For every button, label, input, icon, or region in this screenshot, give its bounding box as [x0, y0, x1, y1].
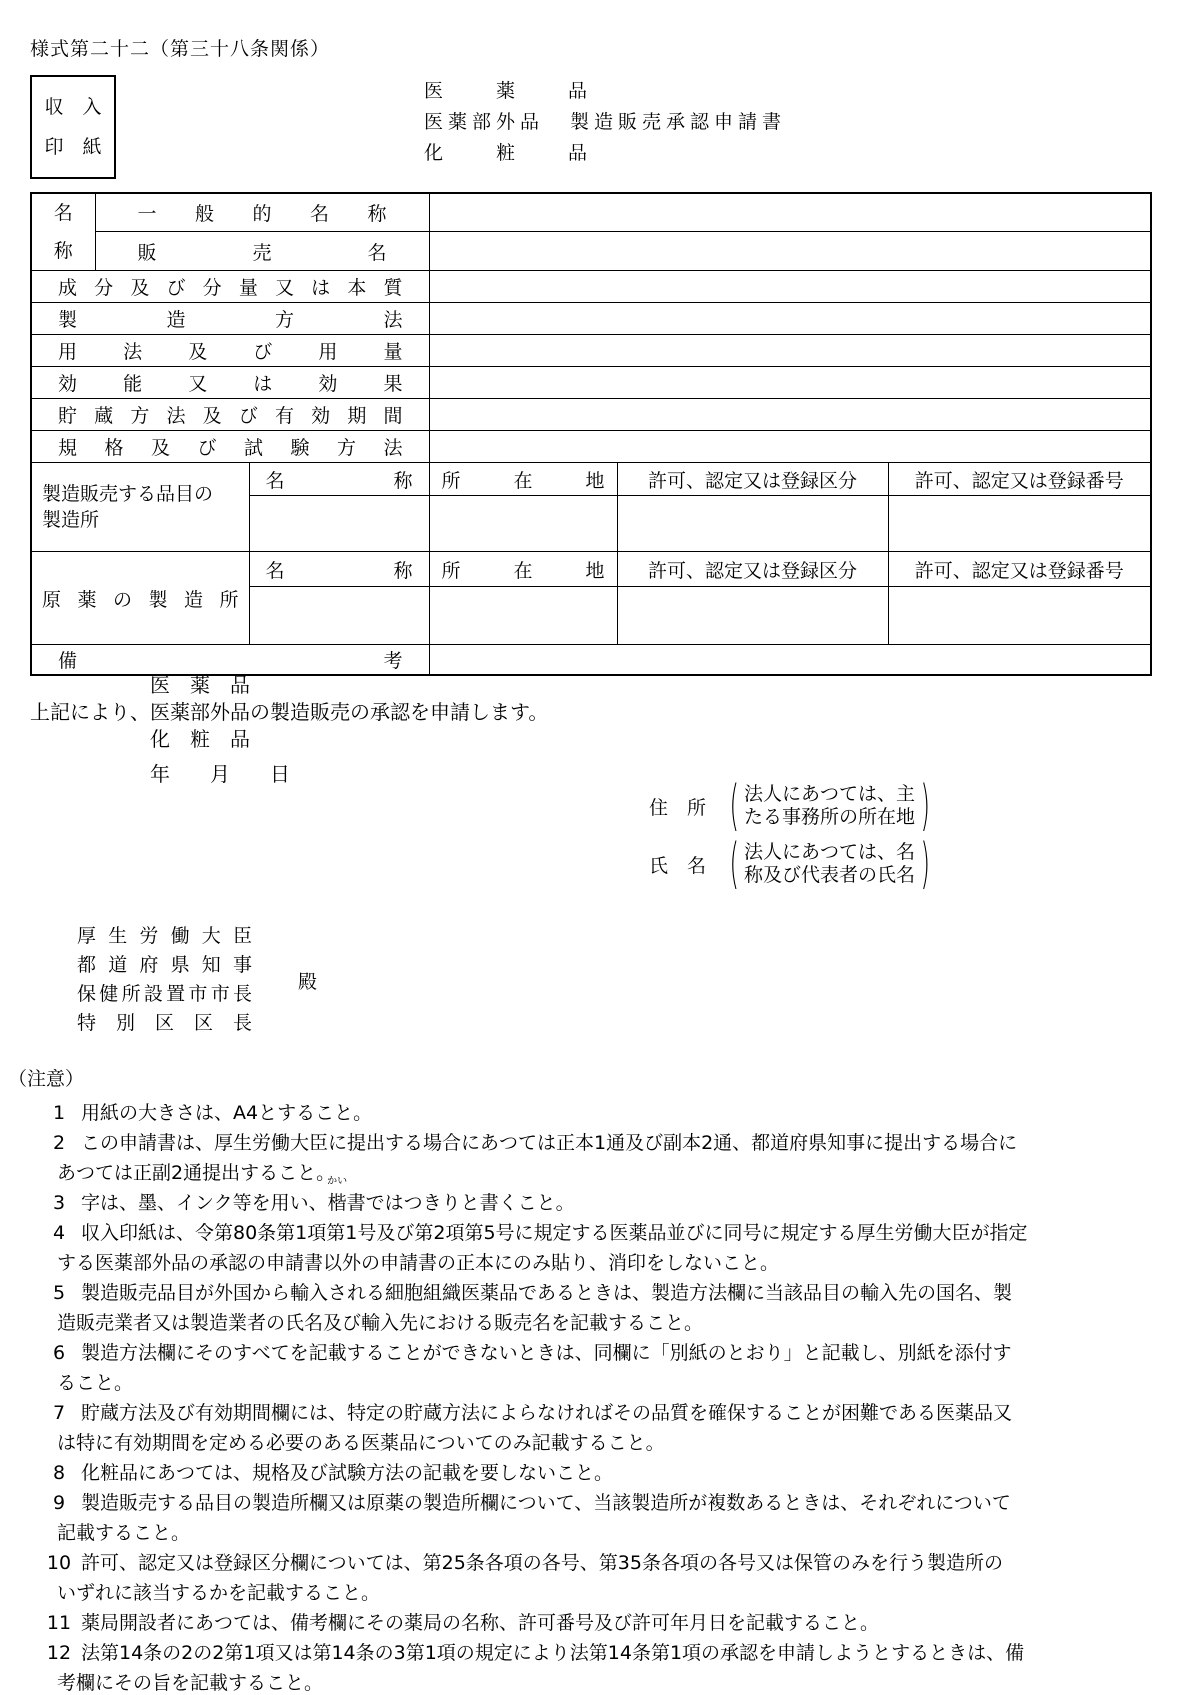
table-label-efficacy: 効能又は効果 — [31, 367, 429, 399]
note-text: 許可、認定又は登録区分欄については、第25条各項の各号、第35条各項の各号又は保管のみを行う製造所の — [81, 1552, 1003, 1574]
note-continuation-line — [37, 1428, 1177, 1458]
note-number: 4 — [52, 1222, 66, 1244]
name-note: 法人にあつては、名 称及び代表者の氏名 — [744, 841, 916, 886]
note-item — [37, 1398, 1177, 1428]
product-type-quasi-drug: 医薬部外品 — [424, 111, 545, 133]
table-label-manufacturing-method: 製造方法 — [31, 303, 429, 335]
open-paren: ( — [729, 832, 740, 895]
note-item — [37, 1338, 1177, 1368]
note-number: 7 — [52, 1402, 66, 1424]
table-label-general-name: 一般的名称 — [95, 193, 429, 232]
note-text: いずれに該当するかを記載すること。 — [57, 1582, 381, 1604]
address-label: 住 所 — [649, 796, 707, 819]
statement-line: 上記により、医薬部外品の製造販売の承認を申請します。 — [30, 700, 549, 724]
ruby-base: 楷 かい — [327, 1176, 348, 1214]
close-paren: ) — [920, 832, 931, 895]
table-label-api-site: 原薬の製造所 — [31, 552, 249, 645]
revenue-stamp-line-1: 収 入 — [44, 96, 102, 118]
note-number: 9 — [52, 1492, 66, 1514]
api-site-col-address: 所在地 — [429, 552, 617, 587]
statement-product-cosmetic: 化 粧 品 — [150, 727, 250, 751]
addressee-titles — [77, 922, 252, 1038]
note-continuation-line — [37, 1158, 1177, 1188]
address-note: 法人にあつては、主 たる事務所の所在地 — [744, 783, 916, 828]
dosage-value-cell — [429, 335, 1151, 367]
api-site-col-name: 名称 — [249, 552, 429, 587]
note-text: 製造販売する品目の製造所欄又は原薬の製造所欄について、当該製造所が複数あるときは、それぞれについて — [81, 1492, 1011, 1514]
specs-test-methods-value-cell — [429, 431, 1151, 463]
mfg-site-col-license-class: 許可、認定又は登録区分 — [617, 463, 888, 496]
api-site-name-cell — [249, 587, 429, 645]
note-continuation-line — [37, 1668, 1177, 1695]
efficacy-value-cell — [429, 367, 1151, 399]
note-text: 製造方法欄にそのすべてを記載することができないときは、同欄に「別紙のとおり」と記載し、別紙を添付す — [81, 1342, 1012, 1364]
table-label-dosage: 用法及び用量 — [31, 335, 429, 367]
note-number: 11 — [46, 1612, 72, 1634]
name-row — [649, 832, 935, 895]
note-item — [37, 1128, 1177, 1158]
honorific-dono: 殿 — [298, 970, 318, 993]
api-site-col-license-number: 許可、認定又は登録番号 — [888, 552, 1151, 587]
table-label-remarks: 備考 — [31, 645, 429, 675]
note-continuation-line — [37, 1518, 1177, 1548]
mfg-site-col-license-number: 許可、認定又は登録番号 — [888, 463, 1151, 496]
table-label-ingredients: 成分及び分量又は本質 — [31, 271, 429, 303]
addressee-block — [77, 922, 317, 1038]
api-site-license-class-cell — [617, 587, 888, 645]
mfg-site-name-cell — [249, 496, 429, 552]
note-text: 造販売業者又は製造業者の氏名及び輸入先における販売名を記載すること。 — [57, 1312, 704, 1334]
note-number: 5 — [52, 1282, 66, 1304]
note-item — [37, 1608, 1177, 1638]
storage-validity-value-cell — [429, 399, 1151, 431]
notes-list — [37, 1098, 1177, 1695]
note-continuation-line — [37, 1368, 1177, 1398]
general-name-value-cell — [429, 193, 1151, 232]
api-site-address-cell — [429, 587, 617, 645]
note-item — [37, 1176, 1177, 1218]
mfg-site-license-class-cell — [617, 496, 888, 552]
note-text: 収入印紙は、令第80条第1項第1号及び第2項第5号に規定する医薬品並びに同号に規定する厚生労働大臣が指定 — [81, 1222, 1028, 1244]
addressee-minister: 厚生労働大臣 — [77, 925, 252, 947]
notes-heading: （注意） — [8, 1068, 85, 1090]
table-label-mfg-site: 製造販売する品目の 製造所 — [31, 463, 249, 552]
manufacturing-method-value-cell — [429, 303, 1151, 335]
note-continuation-line — [37, 1248, 1177, 1278]
product-type-pharmaceutical: 医 薬 品 — [424, 80, 593, 102]
date-line: 年 月 日 — [150, 762, 290, 786]
mfg-site-col-name: 名称 — [249, 463, 429, 496]
brand-name-value-cell — [429, 232, 1151, 271]
note-item — [37, 1218, 1177, 1248]
note-text: ること。 — [57, 1372, 134, 1394]
table-label-specs-test-methods: 規格及び試験方法 — [31, 431, 429, 463]
note-text: 用紙の大きさは、A4とすること。 — [81, 1102, 373, 1124]
note-continuation-line — [37, 1308, 1177, 1338]
form-number: 様式第二十二（第三十八条関係） — [30, 38, 331, 60]
note-item — [37, 1458, 1177, 1488]
note-text: 法第14条の2の2第1項又は第14条の3第1項の規定により法第14条第1項の承認を申請しようとするときは、備 — [81, 1642, 1025, 1664]
note-number: 12 — [46, 1642, 72, 1664]
note-text: 字は、墨、インク等を用い、楷 かい 書ではつきりと書くこと。 — [81, 1192, 575, 1214]
table-label-brand-name: 販売名 — [95, 232, 429, 271]
note-number: 3 — [52, 1192, 66, 1214]
api-site-col-license-class: 許可、認定又は登録区分 — [617, 552, 888, 587]
note-number: 8 — [52, 1462, 66, 1484]
note-item — [37, 1488, 1177, 1518]
note-item — [37, 1098, 1177, 1128]
note-number: 2 — [52, 1132, 66, 1154]
addressee-ward-mayor: 特別区区長 — [77, 1012, 252, 1034]
signature-block — [649, 774, 935, 898]
document-title: 製造販売承認申請書 — [570, 111, 787, 133]
note-text: する医薬部外品の承認の申請書以外の申請書の正本にのみ貼り、消印をしないこと。 — [57, 1252, 780, 1274]
table-label-name-group: 名称 — [31, 193, 95, 271]
note-text: この申請書は、厚生労働大臣に提出する場合にあつては正本1通及び副本2通、都道府県知事に提出する場合に — [81, 1132, 1018, 1154]
table-label-storage-validity: 貯蔵方法及び有効期間 — [31, 399, 429, 431]
note-number: 6 — [52, 1342, 66, 1364]
note-text: 考欄にその旨を記載すること。 — [57, 1672, 324, 1694]
application-table — [30, 192, 1152, 676]
note-continuation-line — [37, 1578, 1177, 1608]
revenue-stamp-line-2: 印 紙 — [44, 136, 102, 158]
close-paren: ) — [920, 774, 931, 837]
address-row — [649, 774, 935, 837]
mfg-site-address-cell — [429, 496, 617, 552]
note-text: 薬局開設者にあつては、備考欄にその薬局の名称、許可番号及び許可年月日を記載すること。 — [81, 1612, 880, 1634]
note-text: 製造販売品目が外国から輸入される細胞組織医薬品であるときは、製造方法欄に当該品目の輸入先の国名、製 — [81, 1282, 1013, 1304]
note-item — [37, 1638, 1177, 1668]
api-site-license-number-cell — [888, 587, 1151, 645]
product-type-cosmetic: 化 粧 品 — [424, 142, 593, 164]
revenue-stamp-box — [30, 75, 116, 179]
note-text: 記載すること。 — [57, 1522, 191, 1544]
mfg-site-col-address: 所在地 — [429, 463, 617, 496]
note-item — [37, 1548, 1177, 1578]
note-text: は特に有効期間を定める必要のある医薬品についてのみ記載すること。 — [57, 1432, 665, 1454]
addressee-city-mayor: 保健所設置市市長 — [77, 983, 252, 1005]
addressee-governor: 都道府県知事 — [77, 954, 252, 976]
statement-product-pharmaceutical: 医 薬 品 — [150, 673, 250, 697]
remarks-value-cell — [429, 645, 1151, 675]
ruby-text: かい — [327, 1176, 348, 1187]
note-text: 化粧品にあつては、規格及び試験方法の記載を要しないこと。 — [81, 1462, 614, 1484]
name-label: 氏 名 — [649, 854, 707, 877]
document-title-block — [424, 76, 786, 169]
note-text: 貯蔵方法及び有効期間欄には、特定の貯蔵方法によらなければその品質を確保することが困難である医薬品又 — [81, 1402, 1013, 1424]
application-statement — [30, 672, 548, 788]
note-number: 1 — [52, 1102, 66, 1124]
open-paren: ( — [729, 774, 740, 837]
note-item — [37, 1278, 1177, 1308]
mfg-site-license-number-cell — [888, 496, 1151, 552]
note-text: あつては正副2通提出すること。 — [57, 1162, 336, 1184]
ingredients-value-cell — [429, 271, 1151, 303]
note-number: 10 — [46, 1552, 72, 1574]
